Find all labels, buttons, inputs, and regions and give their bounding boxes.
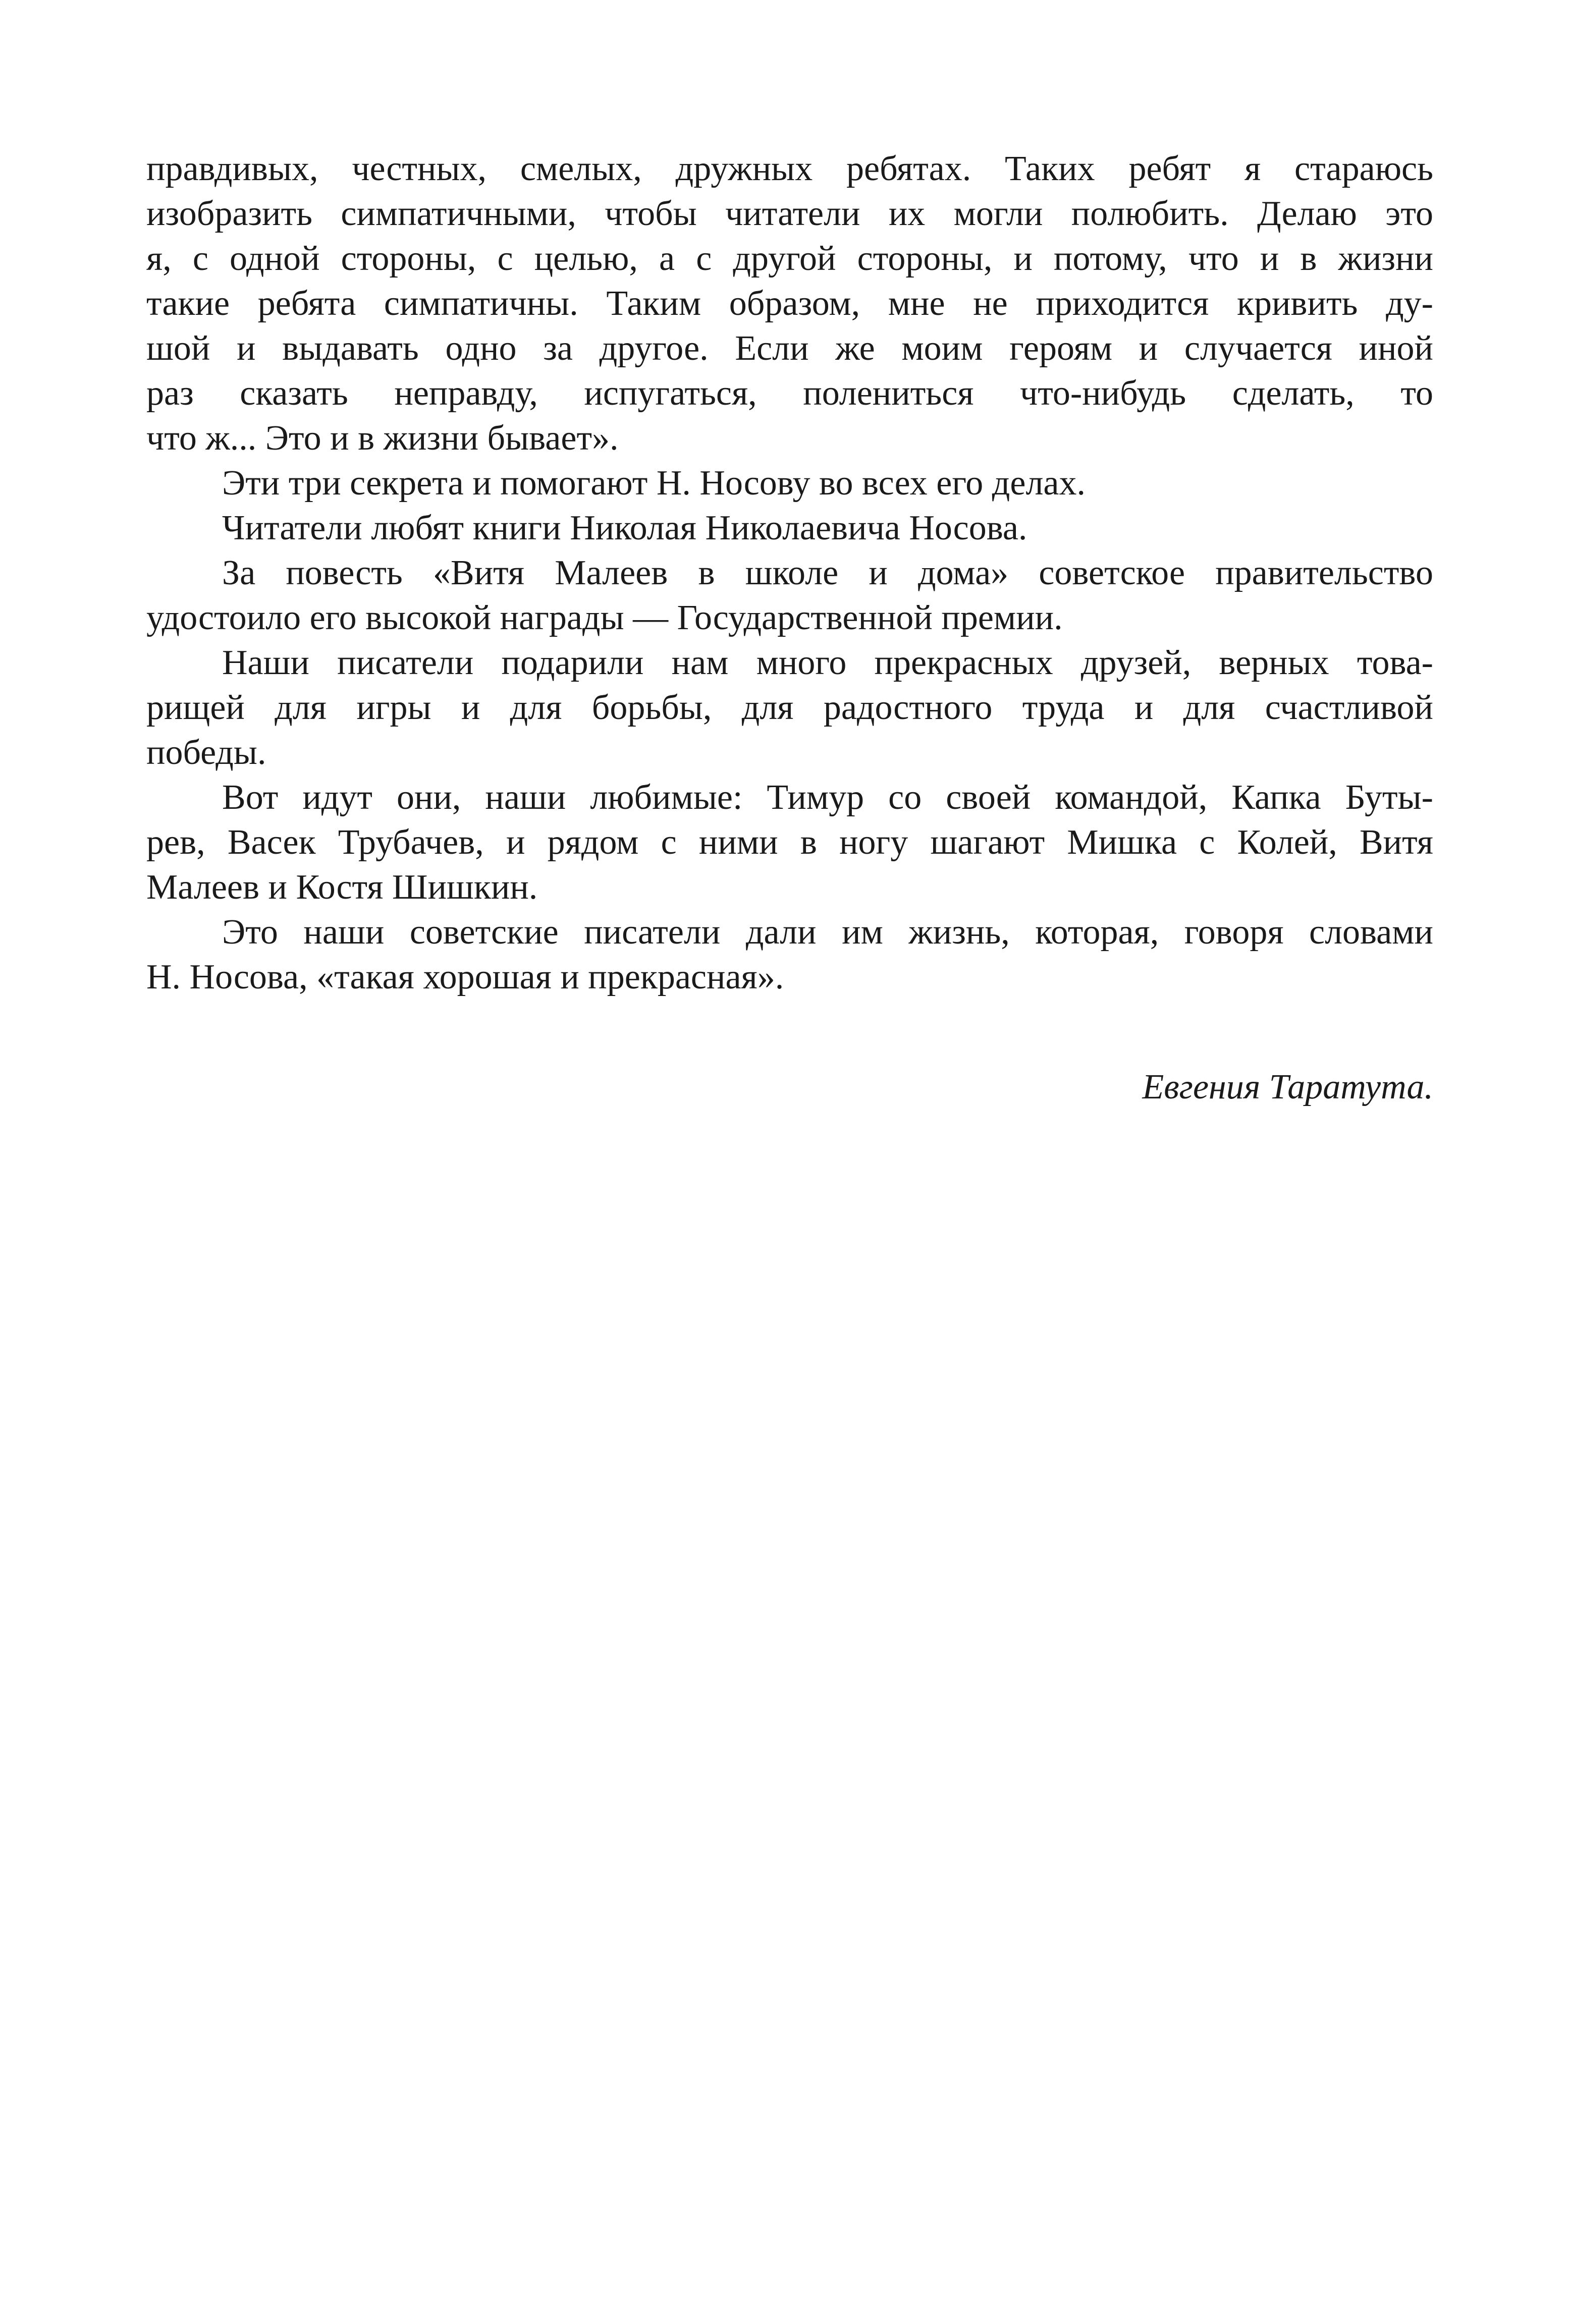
- text-line: За повесть «Витя Малеев в школе и дома» советское правительство: [222, 554, 1433, 592]
- text-line: победы.: [146, 733, 266, 772]
- text-line: шой и выдавать одно за другое. Если же моим героям и случается иной: [146, 329, 1433, 368]
- page-body: [146, 146, 1433, 1000]
- text-line: я, с одной стороны, с целью, а с другой стороны, и потому, что и в жизни: [146, 239, 1433, 278]
- text-line: что ж... Это и в жизни бывает».: [146, 419, 619, 458]
- text-line: удостоило его высокой награды — Государственной премии.: [146, 598, 1063, 637]
- text-line: Малеев и Костя Шишкин.: [146, 868, 538, 907]
- text-line: Наши писатели подарили нам много прекрасных друзей, верных това-: [222, 643, 1433, 682]
- text-line: Читатели любят книги Николая Николаевича Носова.: [222, 509, 1027, 547]
- text-line: такие ребята симпатичны. Таким образом, мне не приходится кривить ду-: [146, 284, 1433, 323]
- text-line: Н. Носова, «такая хорошая и прекрасная».: [146, 958, 784, 997]
- text-line: Это наши советские писатели дали им жизнь, которая, говоря словами: [222, 913, 1433, 952]
- text-line: рев, Васек Трубачев, и рядом с ними в ногу шагают Мишка с Колей, Витя: [146, 823, 1433, 862]
- text-line: раз сказать неправду, испугаться, полениться что-нибудь сделать, то: [146, 374, 1433, 413]
- text-line: рищей для игры и для борьбы, для радостного труда и для счастливой: [146, 688, 1433, 727]
- author-signature: Евгения Таратута.: [1142, 1068, 1433, 1106]
- text-line: Вот идут они, наши любимые: Тимур со своей командой, Капка Буты-: [222, 778, 1433, 817]
- text-line: правдивых, честных, смелых, дружных ребятах. Таких ребят я стараюсь: [146, 149, 1433, 188]
- text-line: Эти три секрета и помогают Н. Носову во всех его делах.: [222, 464, 1086, 503]
- text-line: изобразить симпатичными, чтобы читатели их могли полюбить. Делаю это: [146, 194, 1433, 233]
